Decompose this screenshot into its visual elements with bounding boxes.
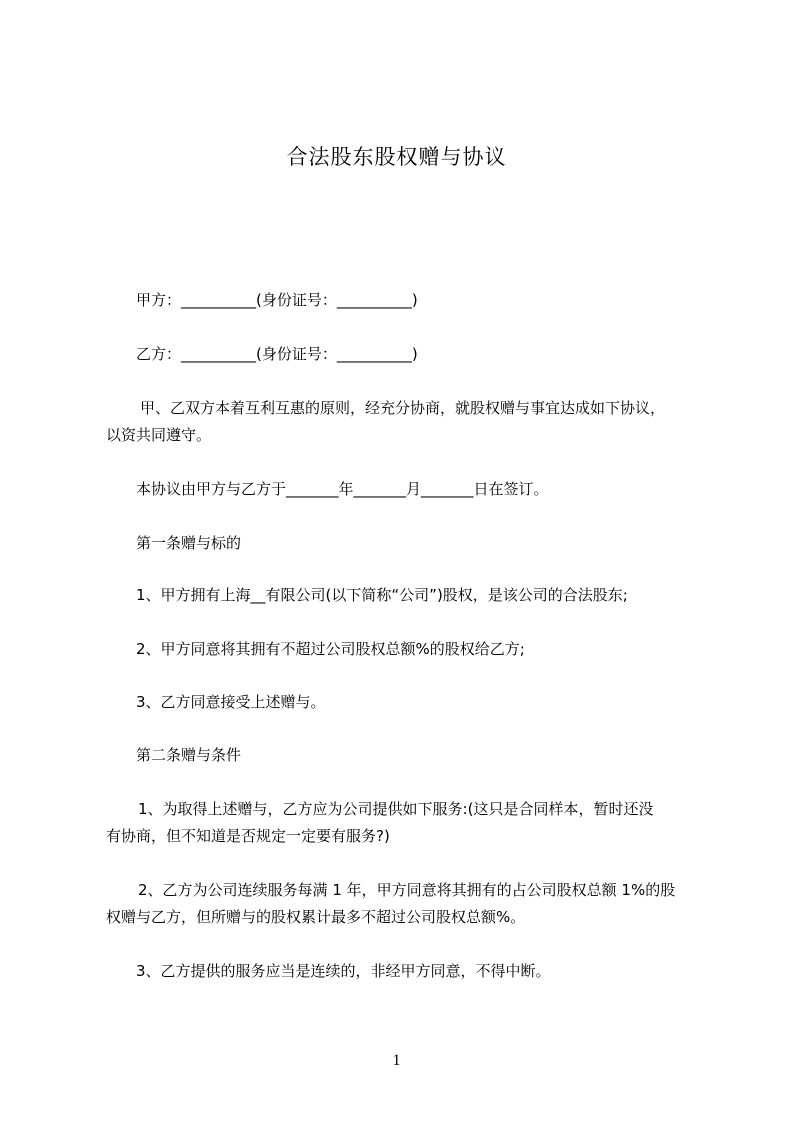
page-number: 1 bbox=[392, 1052, 401, 1069]
article-2-heading: 第二条赠与条件 bbox=[136, 746, 242, 764]
signing-line: 本协议由甲方与乙方于_______年_______月_______日在签订。 bbox=[136, 480, 549, 498]
document-title: 合法股东股权赠与协议 bbox=[286, 145, 507, 169]
article-1-item-3: 3、乙方同意接受上述赠与。 bbox=[136, 693, 326, 711]
article-1-item-2: 2、甲方同意将其拥有不超过公司股权总额%的股权给乙方; bbox=[136, 640, 525, 658]
article-2-item-2-line-1: 2、乙方为公司连续服务每满 1 年，甲方同意将其拥有的占公司股权总额 1%的股 bbox=[138, 881, 676, 899]
article-2-item-1-line-2: 有协商，但不知道是否规定一定要有服务?) bbox=[106, 827, 390, 845]
preamble-line-2: 以资共同遵守。 bbox=[106, 426, 212, 444]
article-1-item-1: 1、甲方拥有上海__有限公司(以下简称“公司”)股权，是该公司的合法股东; bbox=[136, 586, 628, 604]
party-b-line: 乙方：__________(身份证号：__________) bbox=[136, 345, 418, 363]
article-2-item-1-line-1: 1、为取得上述赠与，乙方应为公司提供如下服务:(这只是合同样本，暂时还没 bbox=[138, 800, 654, 818]
party-a-line: 甲方：__________(身份证号：__________) bbox=[136, 291, 418, 309]
preamble-line-1: 甲、乙双方本着互利互惠的原则，经充分协商，就股权赠与事宜达成如下协议， bbox=[140, 399, 666, 417]
article-2-item-2-line-2: 权赠与乙方，但所赠与的股权累计最多不超过公司股权总额%。 bbox=[106, 908, 526, 926]
article-2-item-3: 3、乙方提供的服务应当是连续的，非经甲方同意，不得中断。 bbox=[136, 962, 551, 980]
article-1-heading: 第一条赠与标的 bbox=[136, 534, 242, 552]
